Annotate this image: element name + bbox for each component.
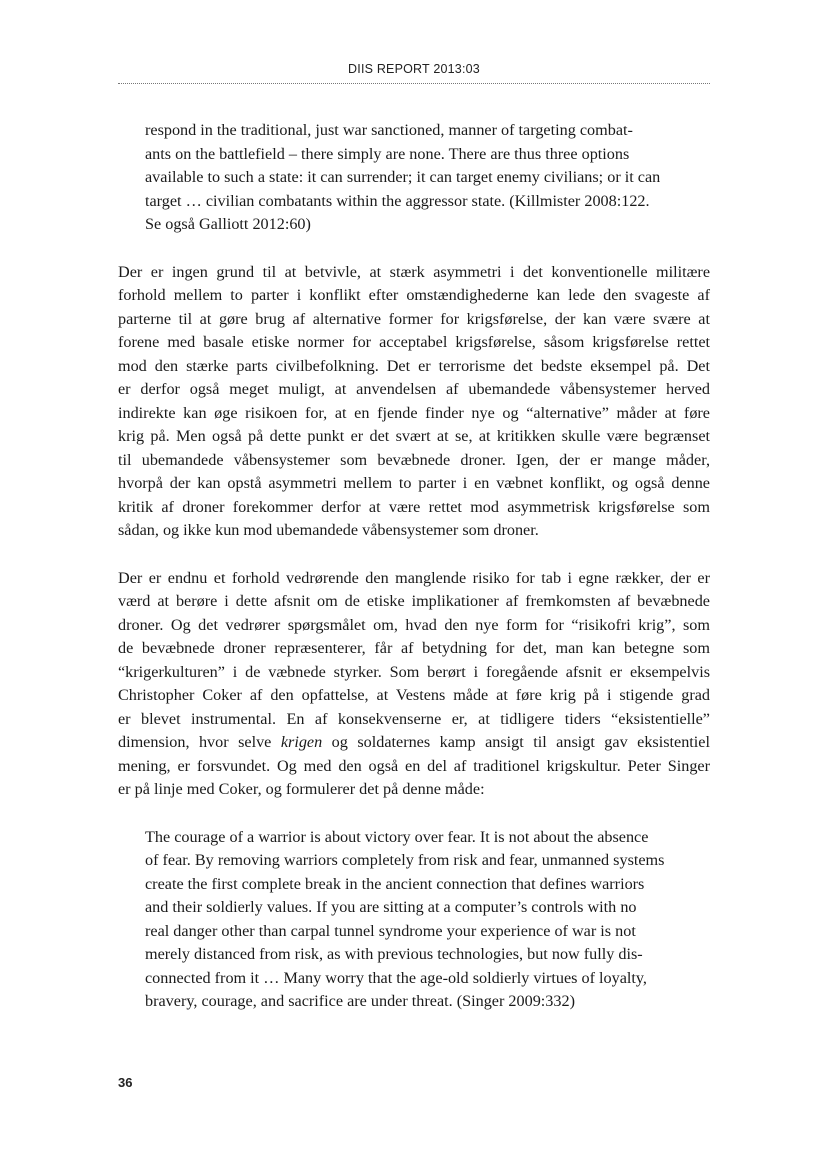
paragraph-line: sådan, og ikke kun mod ubemandede våbensystemer som droner. <box>118 521 539 539</box>
paragraph-line: værd at berøre i dette afsnit om de etiske implikationer af fremkomsten af bevæbnede <box>118 592 710 610</box>
quote-line: respond in the traditional, just war sanctioned, manner of targeting combat- <box>145 121 633 139</box>
paragraph-line: Christopher Coker af den opfattelse, at Vestens måde at føre krig på i stigende grad <box>118 686 710 704</box>
block-quote-singer <box>145 826 685 1014</box>
paragraph-gap <box>118 237 710 261</box>
quote-line: and their soldierly values. If you are sitting at a computer’s controls with no <box>145 898 637 916</box>
quote-line: of fear. By removing warriors completely from risk and fear, unmanned systems <box>145 851 665 869</box>
quote-line: ants on the battlefield – there simply are none. There are thus three options <box>145 144 630 163</box>
italic-line-suffix: og soldaternes kamp ansigt til ansigt gav eksistentiel <box>322 733 710 751</box>
paragraph-line: Der er endnu et forhold vedrørende den manglende risiko for tab i egne rækker, der er <box>118 568 710 587</box>
paragraph-line: Der er ingen grund til at betvivle, at stærk asymmetri i det konventionelle militære <box>118 262 710 281</box>
page-header <box>118 62 710 76</box>
page-number: 36 <box>118 1075 133 1090</box>
italic-word-krigen: krigen <box>280 733 323 751</box>
paragraph-line: er blevet instrumental. En af konsekvenserne er, at tidligere tiders “eksistentielle” <box>118 709 710 728</box>
quote-line: merely distanced from risk, as with previous technologies, but now fully dis- <box>145 945 643 963</box>
block-quote-killmister <box>145 119 685 237</box>
page-content <box>118 119 710 1014</box>
quote-line: bravery, courage, and sacrifice are under threat. (Singer 2009:332) <box>145 992 575 1010</box>
paragraph-gap <box>118 802 710 826</box>
paragraph-line: er på linje med Coker, og formulerer det på denne måde: <box>118 780 485 798</box>
report-title: DIIS REPORT 2013:03 <box>348 62 480 76</box>
header-rule <box>118 83 710 84</box>
quote-line: Se også Galliott 2012:60) <box>145 215 311 233</box>
paragraph-line-with-italic <box>118 731 710 755</box>
paragraph-line: krig på. Men også på dette punkt er det svært at se, at kritikken skulle være begrænset <box>118 427 710 445</box>
quote-line: connected from it … Many worry that the age-old soldierly virtues of loyalty, <box>145 968 647 987</box>
quote-line: create the first complete break in the ancient connection that defines warriors <box>145 874 645 893</box>
paragraph-line: droner. Og det vedrører spørgsmålet om, hvad den nye form for “risikofri krig”, som <box>118 615 710 634</box>
paragraph-line: forhold mellem to parter i konflikt efter omstændighederne kan lede den svageste af <box>118 286 710 304</box>
paragraph-line: hvorpå der kan opstå asymmetri mellem to parter i en væbnet konflikt, og også denne <box>118 474 710 492</box>
paragraph-line: mod den stærke parts civilbefolkning. Det er terrorisme det bedste eksempel på. Det <box>118 356 710 375</box>
paragraph-line: “krigerkulturen” i de væbnede styrker. Som berørt i foregående afsnit er eksempelvis <box>118 662 710 681</box>
paragraph-line: kritik af droner forekommer derfor at være rettet mod asymmetrisk krigsførelse som <box>118 497 710 516</box>
paragraph-gap <box>118 543 710 567</box>
paragraph-line: parterne til at gøre brug af alternative former for krigsførelse, der kan være svære at <box>118 309 710 328</box>
paragraph-warrior-culture <box>118 567 710 802</box>
quote-line: target … civilian combatants within the aggressor state. (Killmister 2008:122. <box>145 191 650 210</box>
quote-line: The courage of a warrior is about victory over fear. It is not about the absence <box>145 827 649 846</box>
paragraph-line: til ubemandede våbensystemer som bevæbnede droner. Igen, der er mange måder, <box>118 450 710 469</box>
quote-line: available to such a state: it can surrender; it can target enemy civilians; or it can <box>145 168 661 186</box>
paragraph-line: indirekte kan øge risikoen for, at en fjende finder nye og “alternative” måder at føre <box>118 403 710 422</box>
paragraph-line: de bevæbnede droner repræsenterer, får af betydning for det, man kan betegne som <box>118 639 710 657</box>
paragraph-line: mening, er forsvundet. Og med den også en del af traditionel krigskultur. Peter Singer <box>118 756 710 775</box>
paragraph-line: forene med basale etiske normer for acceptabel krigsførelse, såsom krigsførelse rettet <box>118 333 710 351</box>
paragraph-asymmetry <box>118 261 710 543</box>
quote-line: real danger other than carpal tunnel syndrome your experience of war is not <box>145 921 636 940</box>
paragraph-line: er derfor også meget muligt, at anvendelsen af ubemandede våbensystemer herved <box>118 380 710 398</box>
italic-line-prefix: dimension, hvor selve <box>118 733 281 751</box>
